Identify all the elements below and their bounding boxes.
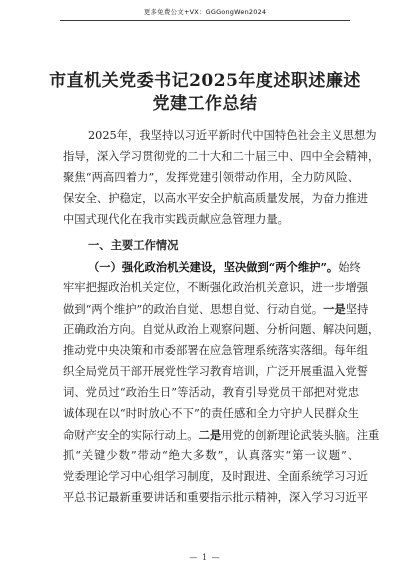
point-marker-2: 二是 xyxy=(198,428,222,442)
page-number: — 1 — xyxy=(189,553,221,562)
section-heading-1: 一、主要工作情况 xyxy=(88,239,179,252)
body-line-2-text: 做到“两个维护”的政治自觉、思想自觉、行动自觉。 xyxy=(63,303,324,316)
body-line-9: 抓“关键少数”带动“绝大多数”，认真落实“第一议题”、 xyxy=(63,449,359,462)
intro-line-5: 中国式现代化在我市实践贡献应急管理力量。 xyxy=(63,213,289,226)
document-title-line-1: 市直机关党委书记2025年度述职述廉述 xyxy=(49,71,361,91)
intro-line-2: 指导，深入学习贯彻党的二十大和二十届三中、四中全会精神， xyxy=(63,150,380,163)
body-line-2-tail: 坚持 xyxy=(345,303,369,316)
body-line-11: 平总书记最新重要讲话和重要指示批示精神，深入学习习近平 xyxy=(63,491,369,504)
body-line-1: 牢牢把握政治机关定位，不断强化政治机关意识，进一步增强 xyxy=(63,281,369,294)
body-line-8 xyxy=(63,428,380,443)
document-title-line-2: 党建工作总结 xyxy=(152,94,258,114)
intro-line-3: 聚焦“两高四着力”，发挥党建引领带动作用，全力防风险、 xyxy=(63,171,359,184)
subsection-heading-line xyxy=(88,260,359,275)
point-marker-1: 一是 xyxy=(323,302,346,316)
intro-line-4: 保安全、护稳定，以高水平安全护航高质量发展，为奋力推进 xyxy=(63,192,369,205)
header-note: 更多免费公文+VX：GGGongWen2024 xyxy=(143,8,267,16)
intro-line-1: 2025年，我坚持以习近平新时代中国特色社会主义思想为 xyxy=(88,129,377,142)
subsection-heading-1: （一）强化政治机关建设，坚决做到“两个维护”。 xyxy=(88,260,339,274)
body-line-2 xyxy=(63,302,369,317)
body-line-6: 词、党员过“政治生日”等活动，教育引导党员干部把对党忠 xyxy=(63,386,359,399)
body-line-10: 党委理论学习中心组学习制度，及时跟进、全面系统学习习近 xyxy=(63,470,369,483)
body-line-3: 正确政治方向。自觉从政治上观察问题、分析问题、解决问题， xyxy=(63,323,380,336)
body-line-7: 诚体现在以“时时放心不下”的责任感和全力守护人民群众生 xyxy=(63,407,359,420)
body-line-4: 推动党中央决策和市委部署在应急管理系统落实落细。每年组 xyxy=(63,344,369,357)
header-divider xyxy=(60,20,350,21)
body-line-5: 织全局党员干部开展党性学习教育培训，广泛开展重温入党誓 xyxy=(63,365,369,378)
subsection-heading-tail: 始终 xyxy=(338,261,361,274)
body-line-8-tail: 用党的创新理论武装头脑。注重 xyxy=(221,429,380,442)
body-line-8-text: 命财产安全的实际行动上。 xyxy=(63,429,199,442)
